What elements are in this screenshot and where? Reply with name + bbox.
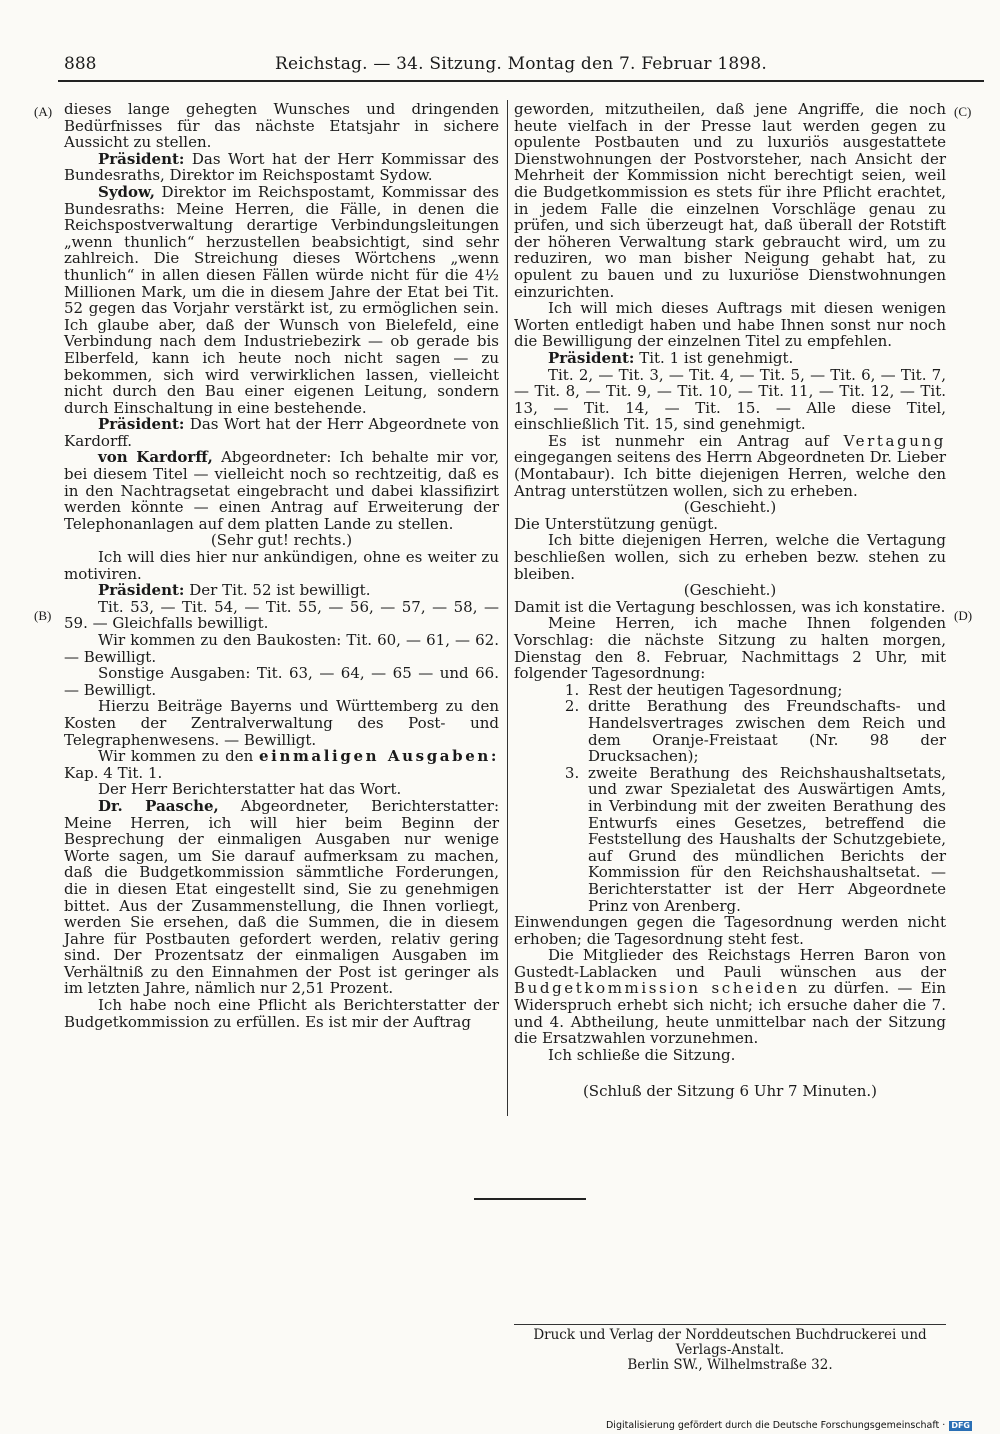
text-run: Kap. 4 Tit. 1. bbox=[64, 763, 163, 782]
speech-text: Abgeordneter: Ich behalte mir vor, bei diesem Titel — vielleicht noch so rechtzeitig, daß es in den Nachtragsetat eingebracht und dabei klassifizirt werden könnte — einen Antrag auf Erweiterung der Telephonanlagen auf dem platten Lande zu stellen. bbox=[64, 448, 499, 533]
imprint-line: Berlin SW., Wilhelmstraße 32. bbox=[627, 1357, 833, 1373]
page-number: 888 bbox=[64, 54, 97, 74]
speaker-name: Präsident: bbox=[98, 581, 185, 600]
speaker-name: Dr. Paasche, bbox=[98, 796, 219, 815]
imprint bbox=[514, 1328, 946, 1373]
paragraph: Wir kommen zu den Baukosten: Tit. 60, — 61, — 62. — Bewilligt. bbox=[64, 631, 499, 666]
interjection: (Sehr gut! rechts.) bbox=[210, 531, 353, 550]
paragraph bbox=[64, 151, 499, 184]
digitization-footer bbox=[606, 1420, 972, 1431]
margin-mark-a: (A) bbox=[34, 104, 53, 119]
margin-mark-d: (D) bbox=[954, 608, 973, 623]
paragraph bbox=[514, 947, 946, 1047]
page-header bbox=[58, 50, 984, 76]
text-run: Die Mitglieder des Reichstags Herren Baron von Gustedt-Lablacken und Pauli wünschen aus der bbox=[514, 946, 946, 981]
margin-mark-b: (B) bbox=[34, 608, 52, 623]
speech-text: Abgeordneter, Berichterstatter: Meine Herren, ich will hier beim Beginn der Besprechung der einmaligen Ausgaben nur wenige Worte sagen, um Sie darauf aufmerksam zu machen, daß die Budgetkommission sämmtliche Forderungen, die in diesen Etat eingestellt sind, Sie zu genehmigen bittet. Aus der Zusammenstellung, die Ihnen vorliegt, werden Sie ersehen, daß die Summen, die in diesem Jahre für Postbauten gefordert werden, relativ gering sind. Der Prozentsatz der einmaligen Ausgaben im Verhältniß zu den Einnahmen der Post ist geringer als im letzten Jahre, nämlich nur 2,51 Prozent. bbox=[64, 796, 499, 998]
agenda-item: 3. zweite Berathung des Reichshaushaltsetats, und zwar Spezialetat des Auswärtigen Amts, in Verbindung mit der zweiten Berathung des Entwurfs eines Gesetzes, betreffend die Feststellung des Haushalts der Schutzgebiete, auf Grund des mündlichen Berichts der Kommission für den Reichshaushaltsetat. — Berichterstatter ist der Herr Abgeordnete Prinz von Arenberg. bbox=[584, 765, 946, 914]
text-run: eingegangen seitens des Herrn Abgeordneten Dr. Lieber (Montabaur). Ich bitte diejenigen Herren, welche den Antrag unterstützen wollen, sich zu erheben. bbox=[514, 448, 946, 500]
header-rule bbox=[58, 80, 984, 82]
paragraph: geworden, mitzutheilen, daß jene Angriffe, die noch heute vielfach in der Presse laut werden gegen zu opulente Postbauten und zu luxuriös ausgestattete Dienstwohnungen der Postvorsteher, nach Ansicht der Mehrheit der Kommission nicht berechtigt seien, weil die Budgetkommission es stets für ihre Pflicht erachtet, in jedem Falle die einzelnen Vorschläge genau zu prüfen, und sich überzeugt hat, daß überall der Rotstift der höheren Verwaltung stark gebraucht wird, um zu reduziren, wo man bisher Neigung gehabt hat, zu opulent zu bauen und zu luxuriöse Dienstwohnungen einzurichten. bbox=[514, 100, 946, 301]
paragraph: Damit ist die Vertagung beschlossen, was ich konstatire. bbox=[514, 597, 946, 616]
footer-text: Digitalisierung gefördert durch die Deutsche Forschungsgemeinschaft · bbox=[605, 1420, 946, 1431]
paragraph: Die Unterstützung genügt. bbox=[514, 514, 719, 533]
speaker-name: Präsident: bbox=[98, 415, 185, 434]
paragraph: Tit. 53, — Tit. 54, — Tit. 55, — 56, — 57, — 58, — 59. — Gleichfalls bewilligt. bbox=[64, 597, 499, 633]
paragraph: Ich bitte diejenigen Herren, welche die Vertagung beschließen wollen, sich zu erheben bezw. stehen zu bleiben. bbox=[514, 531, 946, 583]
paragraph: Hierzu Beiträge Bayerns und Württemberg zu den Kosten der Zentralverwaltung des Post- und Telegraphenwesens. — Bewilligt. bbox=[64, 697, 499, 749]
text-run: zu dürfen. — Ein Widerspruch erhebt sich nicht; ich ersuche daher die 7. und 4. Abtheilung, heute unmittelbar nach der Sitzung die Ersatzwahlen vorzunehmen. bbox=[514, 979, 946, 1048]
paragraph bbox=[514, 433, 946, 499]
speaker-name: Sydow, bbox=[98, 182, 155, 201]
dfg-logo-icon: DFG bbox=[951, 1420, 970, 1430]
speech-text: Tit. 1 ist genehmigt. bbox=[634, 348, 794, 367]
paragraph: Meine Herren, ich mache Ihnen folgenden Vorschlag: die nächste Sitzung zu halten morgen, Dienstag den 8. Februar, Nachmittags 2 Uhr, mit folgender Tagesordnung: bbox=[514, 614, 946, 683]
section-separator bbox=[474, 1198, 586, 1200]
spaced-word: Vertagung bbox=[843, 431, 946, 450]
paragraph bbox=[64, 582, 499, 599]
spaced-word: Budgetkommission scheiden bbox=[514, 979, 800, 998]
speech-text: Der Tit. 52 ist bewilligt. bbox=[184, 581, 371, 600]
margin-mark-c: (C) bbox=[954, 104, 972, 119]
interjection: (Geschieht.) bbox=[683, 498, 777, 517]
left-column bbox=[64, 101, 499, 1030]
session-close-note: (Schluß der Sitzung 6 Uhr 7 Minuten.) bbox=[582, 1082, 878, 1101]
paragraph bbox=[64, 416, 499, 449]
speech-text: Das Wort hat der Herr Kommissar des Bundesraths, Direktor im Reichspostamt Sydow. bbox=[64, 149, 499, 185]
speaker-name: von Kardorff, bbox=[98, 448, 213, 467]
agenda-list bbox=[514, 682, 946, 914]
paragraph bbox=[64, 184, 499, 416]
paragraph: Ich will dies hier nur ankündigen, ohne es weiter zu motiviren. bbox=[64, 548, 499, 583]
paragraph bbox=[64, 748, 499, 781]
paragraph: Ich schließe die Sitzung. bbox=[548, 1045, 736, 1064]
text-run: Wir kommen zu den bbox=[98, 747, 260, 766]
agenda-item: 2. dritte Berathung des Freundschafts- und Handelsvertrages zwischen dem Reich und dem Oranje-Freistaat (Nr. 98 der Drucksachen); bbox=[584, 698, 946, 764]
imprint-rule bbox=[514, 1324, 946, 1325]
column-divider bbox=[507, 100, 508, 1116]
interjection: (Geschieht.) bbox=[683, 581, 777, 600]
spaced-heading: einmaligen Ausgaben: bbox=[259, 747, 499, 766]
paragraph: Tit. 2, — Tit. 3, — Tit. 4, — Tit. 5, — Tit. 6, — Tit. 7, — Tit. 8, — Tit. 9, — Tit. 10, — Tit. 11, — Tit. 12, — Tit. 13, — Tit. 14, — Tit. 15. — Alle diese Titel, einschließlich Tit. 15, sind genehmigt. bbox=[514, 365, 946, 434]
paragraph: Ich habe noch eine Pflicht als Berichterstatter der Budgetkommission zu erfüllen. Es ist mir der Auftrag bbox=[64, 996, 499, 1031]
speech-text: Das Wort hat der Herr Abgeordnete von Kardorff. bbox=[64, 415, 499, 450]
paragraph: Sonstige Ausgaben: Tit. 63, — 64, — 65 — und 66. — Bewilligt. bbox=[64, 664, 499, 699]
paragraph: Ich will mich dieses Auftrags mit diesen wenigen Worten entledigt haben und habe Ihnen sonst nur noch die Bewilligung der einzelnen Titel zu empfehlen. bbox=[514, 299, 946, 351]
paragraph bbox=[64, 449, 499, 532]
agenda-item: 1. Rest der heutigen Tagesordnung; bbox=[584, 682, 946, 699]
speaker-name: Präsident: bbox=[98, 149, 185, 168]
text-run: Es ist nunmehr ein Antrag auf bbox=[548, 431, 844, 450]
running-title: Reichstag. — 34. Sitzung. Montag den 7. Februar 1898. bbox=[274, 54, 768, 74]
imprint-line: Druck und Verlag der Norddeutschen Buchdruckerei und Verlags-Anstalt. bbox=[533, 1327, 927, 1358]
right-column bbox=[514, 101, 946, 1100]
speech-text: Direktor im Reichspostamt, Kommissar des Bundesraths: Meine Herren, die Fälle, in denen die Reichspostverwaltung derartige Verbindungsleitungen „wenn thunlich“ herzustellen beabsichtigt, sind sehr zahlreich. Die Streichung dieses Wörtchens „wenn thunlich“ in allen diesen Fällen würde nicht für die 4½ Millionen Mark, um die in diesem Jahre der Etat bei Tit. 52 gegen das Vorjahr verstärkt ist, zu ermöglichen sein. Ich glaube aber, daß der Wunsch von Bielefeld, eine Verbindung nach dem Industriebezirk — ob gerade bis Elberfeld, kann ich heute noch nicht sagen — zu bekommen, sich wird verwirklichen lassen, vielleicht nicht durch den Bau einer eigenen Leitung, sondern durch Einschaltung in eine bestehende. bbox=[64, 182, 499, 417]
paragraph: Einwendungen gegen die Tagesordnung werden nicht erhoben; die Tagesordnung steht fest. bbox=[514, 913, 946, 948]
paragraph bbox=[514, 350, 946, 367]
speaker-name: Präsident: bbox=[548, 348, 635, 367]
paragraph bbox=[64, 798, 499, 997]
paragraph: dieses lange gehegten Wunsches und dringenden Bedürfnisses für das nächste Etatsjahr in sichere Aussicht zu stellen. bbox=[64, 100, 499, 152]
paragraph: Der Herr Berichterstatter hat das Wort. bbox=[98, 780, 402, 799]
